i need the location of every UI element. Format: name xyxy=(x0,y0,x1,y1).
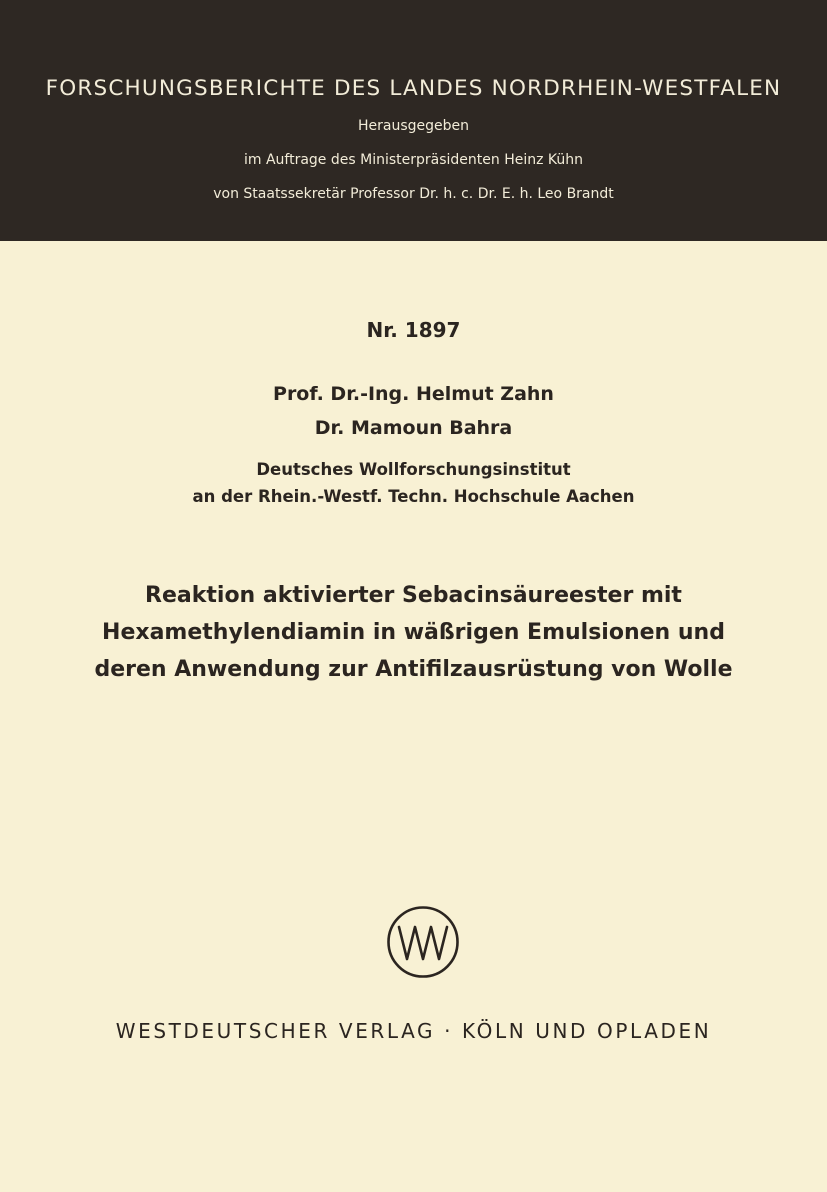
header-commission-line: im Auftrage des Ministerpräsidenten Heinz Kühn xyxy=(243,152,584,168)
publisher-logo-icon xyxy=(386,905,460,979)
report-title-line: Reaktion aktivierter Sebacinsäureester mit xyxy=(145,583,682,608)
header-editor-line: Herausgegeben xyxy=(357,118,469,134)
report-number: Nr. 1897 xyxy=(366,318,461,342)
institution-line: Deutsches Wollforschungsinstitut xyxy=(256,460,571,479)
series-title: FORSCHUNGSBERICHTE DES LANDES NORDRHEIN-WESTFALEN xyxy=(45,76,782,101)
author-name: Prof. Dr.-Ing. Helmut Zahn xyxy=(273,383,554,405)
author-name: Dr. Mamoun Bahra xyxy=(314,417,513,439)
header-secretary-line: von Staatssekretär Professor Dr. h. c. Dr. E. h. Leo Brandt xyxy=(213,186,614,202)
report-title-line: deren Anwendung zur Antifilzausrüstung von Wolle xyxy=(94,657,733,682)
report-title-line: Hexamethylendiamin in wäßrigen Emulsionen und xyxy=(102,620,725,645)
publisher-line: WESTDEUTSCHER VERLAG · KÖLN UND OPLADEN xyxy=(115,1019,712,1043)
header-band xyxy=(0,0,827,241)
institution-line: an der Rhein.-Westf. Techn. Hochschule Aachen xyxy=(192,487,635,506)
